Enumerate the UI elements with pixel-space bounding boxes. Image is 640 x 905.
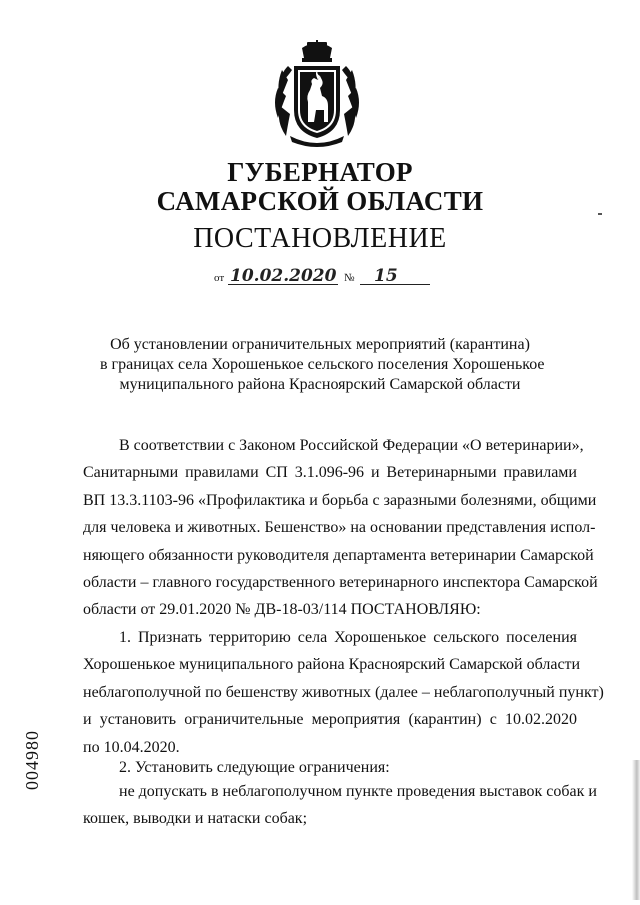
text-line: 1. Признать территорию села Хорошенькое сельского поселения (119, 629, 577, 646)
text-line: 2. Установить следующие ограничения: (119, 759, 390, 776)
coat-of-arms-emblem (272, 40, 362, 152)
text-line: неблагополучной по бешенству животных (далее – неблагополучный пункт) (83, 683, 604, 701)
text-line: В соответствии с Законом Российской Федерации «О ветеринарии», (119, 437, 584, 454)
text-line: не допускать в неблагополучном пункте проведения выставок собак и (119, 783, 597, 800)
text-line: и установить ограничительные мероприятия (карантин) с 10.02.2020 (83, 711, 577, 729)
number-label: № (344, 272, 355, 284)
text-line: Санитарными правилами СП 3.1.096-96 и Ветеринарными правилами (83, 464, 577, 482)
subject-line: Об установлении ограничительных мероприятий (карантина) (110, 336, 530, 353)
margin-stamp-number: 004980 (22, 730, 42, 790)
text-line: области – главного государственного ветеринарного инспектора Самарской (83, 574, 598, 592)
text-line: области от 29.01.2020 № ДВ-18-03/114 ПОСТАНОВЛЯЮ: (83, 601, 481, 619)
date-number-line (214, 264, 434, 288)
text-line: Хорошенькое муниципального района Красноярский Самарской области (83, 656, 581, 674)
date-label: от (214, 272, 225, 284)
scan-speck (598, 213, 602, 215)
text-line: для человека и животных. Бешенство» на основании представления испол- (83, 519, 596, 537)
subject-line: в границах села Хорошенькое сельского поселения Хорошенькое (100, 356, 545, 373)
text-line: по 10.04.2020. (83, 738, 180, 756)
text-line: ВП 13.3.1103-96 «Профилактика и борьба с заразными болезнями, общими (83, 491, 597, 509)
paragraph-preamble (83, 432, 598, 624)
paragraph-item-1 (83, 624, 604, 761)
number-value: 15 (374, 266, 398, 286)
text-line: няющего обязанности руководителя департамента ветеринарии Самарской (83, 546, 594, 564)
title-governor: ГУБЕРНАТОР (227, 157, 413, 187)
subject-line: муниципального района Красноярский Самарской области (119, 376, 521, 393)
document-subject (100, 335, 545, 395)
paragraph-restriction (83, 778, 597, 833)
text-line: кошек, выводки и натаски собак; (83, 810, 308, 828)
document-type: ПОСТАНОВЛЕНИЕ (193, 223, 447, 254)
scan-edge-shadow (632, 760, 640, 900)
title-region: САМАРСКОЙ ОБЛАСТИ (156, 186, 484, 216)
date-value: 10.02.2020 (230, 266, 337, 286)
